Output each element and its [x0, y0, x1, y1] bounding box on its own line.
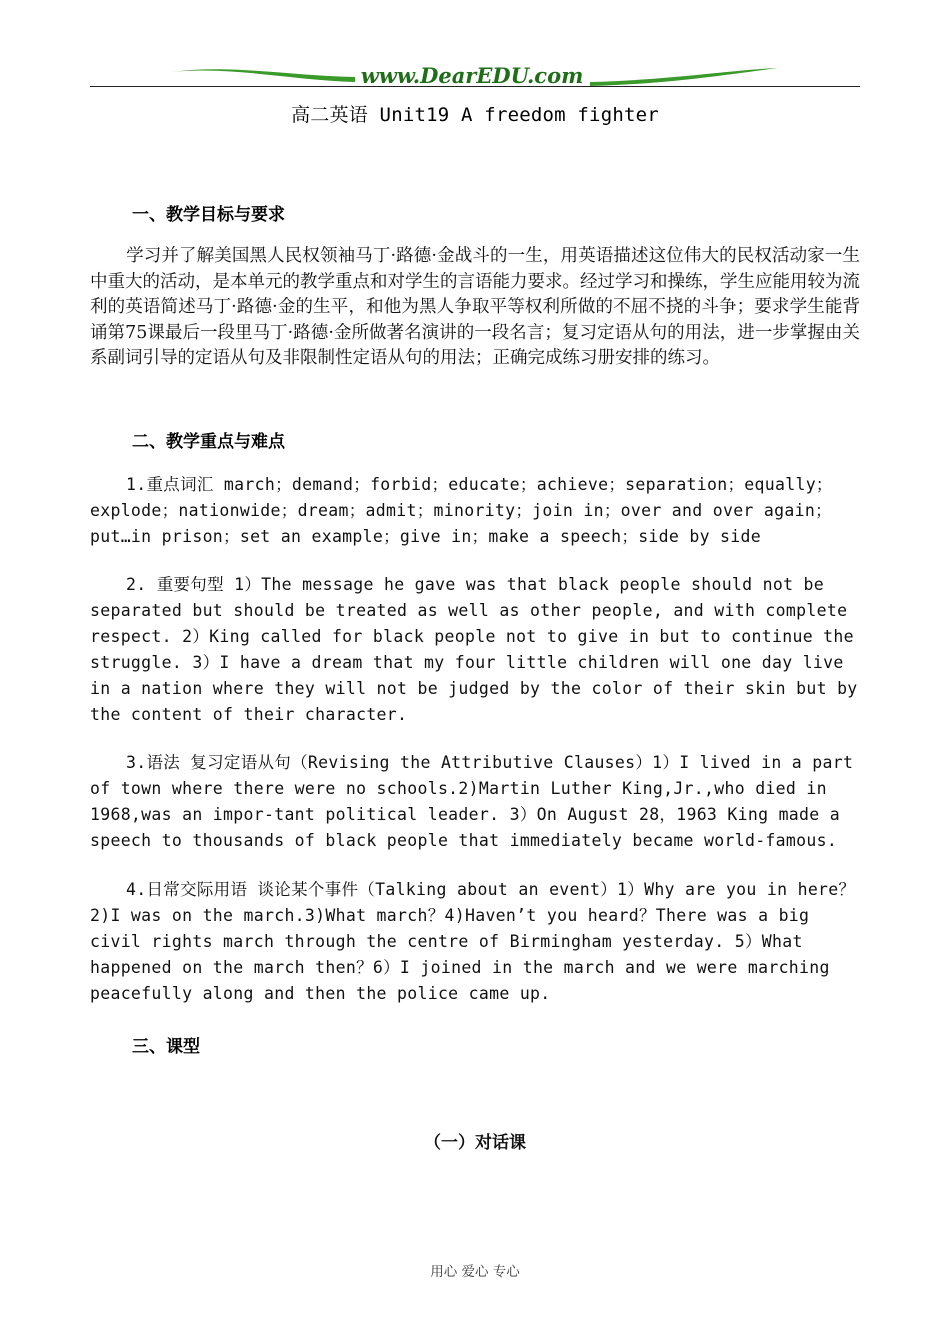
site-logo-text: www.DearEDU.com: [360, 63, 584, 88]
goals-paragraph: [90, 244, 860, 372]
key-vocabulary-text: 1.重点词汇 march；demand；forbid；educate；achieve；separation；equally；explode；nationwide；dream；admit；minority；join in；over and over again；put…in prison；set an example；give in；make a speech；side by side: [90, 475, 833, 546]
section-heading-goals: 一、教学目标与要求: [132, 205, 285, 225]
logo-swoosh-right: [590, 68, 778, 86]
key-vocabulary-paragraph: [90, 472, 860, 550]
subheading-dialogue-lesson: （一）对话课: [424, 1133, 526, 1153]
section-heading-lesson-type: 三、课型: [132, 1037, 200, 1057]
key-sentences-paragraph: [90, 572, 860, 728]
daily-expressions-paragraph: [90, 877, 860, 1007]
page-footer: 用心 爱心 专心: [430, 1264, 520, 1280]
grammar-paragraph: [90, 750, 860, 854]
daily-expressions-text: 4.日常交际用语 谈论某个事件（Talking about an event）1）Why are you in here？ 2)I was on the march.3)What march？4)Haven’t you heard？There was a big civil rights march through the centre of Birmingham yesterday. 5）What happened on the march then？6）I joined in the march and we were marching peacefully along and then the police came up.: [90, 880, 856, 1003]
header-divider: [90, 86, 860, 87]
goals-paragraph-text: 学习并了解美国黑人民权领袖马丁·路德·金战斗的一生，用英语描述这位伟大的民权活动家一生中重大的活动，是本单元的教学重点和对学生的言语能力要求。经过学习和操练，学生应能用较为流利的英语简述马丁·路德·金的生平，和他为黑人争取平等权利所做的不屈不挠的斗争；要求学生能背诵第75课最后一段里马丁·路德·金所做著名演讲的一段名言；复习定语从句的用法，进一步掌握由关系副词引导的定语从句及非限制性定语从句的用法；正确完成练习册安排的练习。: [90, 246, 860, 368]
key-sentences-text: 2. 重要句型 1）The message he gave was that black people should not be separated but should be treated as well as other people, and with complete respect. 2）King called for black people not to give in but to continue the struggle. 3）I have a dream that my four little children will one day live in a nation where they will not be judged by the color of their skin but by the content of their character.: [90, 575, 858, 724]
section-heading-key-points: 二、教学重点与难点: [132, 432, 285, 452]
logo-swoosh-left: [172, 69, 355, 82]
document-title: 高二英语 Unit19 A freedom fighter: [291, 104, 659, 126]
grammar-text: 3.语法 复习定语从句（Revising the Attributive Clauses）1）I lived in a part of town where there were no schools.2)Martin Luther King,Jr.,who died in 1968,was an impor-tant political leader. 3）On August 28，1963 King made a speech to thousands of black people that immediately became world-famous.: [90, 753, 854, 850]
